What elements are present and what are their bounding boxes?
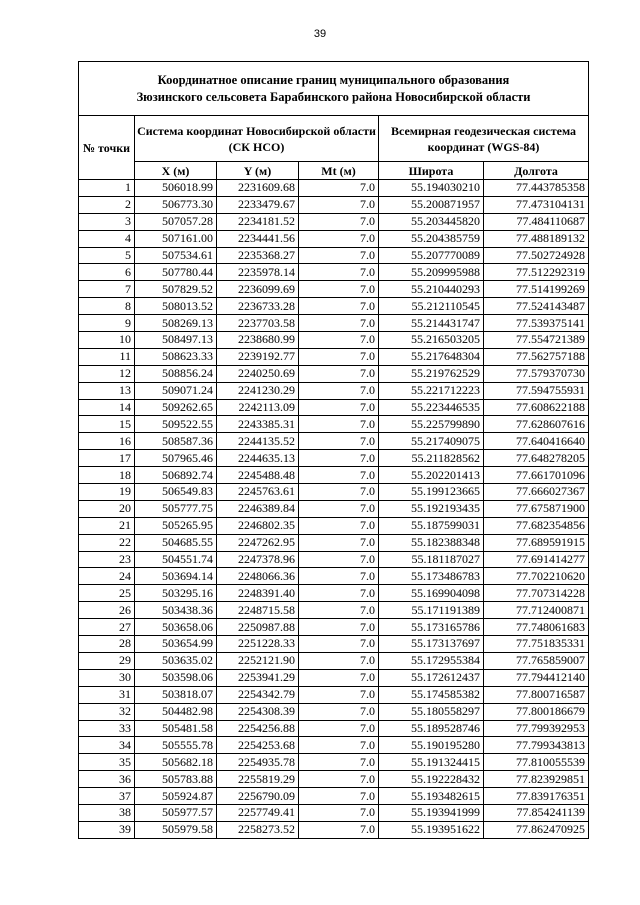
- point-number-cell: 13: [79, 382, 135, 399]
- point-number-cell: 18: [79, 467, 135, 484]
- x-cell: 509262.65: [135, 399, 217, 416]
- point-number-cell: 32: [79, 703, 135, 720]
- point-number-cell: 28: [79, 636, 135, 653]
- longitude-cell: 77.675871900: [484, 500, 589, 517]
- table-row: [79, 804, 589, 821]
- table-row: [79, 213, 589, 230]
- longitude-cell: 77.524143487: [484, 298, 589, 315]
- mt-cell: 7.0: [299, 737, 379, 754]
- latitude-cell: 55.223446535: [379, 399, 484, 416]
- x-cell: 505977.57: [135, 804, 217, 821]
- table-row: [79, 399, 589, 416]
- table-row: [79, 264, 589, 281]
- longitude-cell: 77.862470925: [484, 821, 589, 838]
- table-row: [79, 821, 589, 838]
- x-cell: 508013.52: [135, 298, 217, 315]
- point-number-cell: 37: [79, 788, 135, 805]
- mt-cell: 7.0: [299, 298, 379, 315]
- longitude-cell: 77.666027367: [484, 484, 589, 501]
- y-cell: 2253941.29: [217, 669, 299, 686]
- mt-cell: 7.0: [299, 348, 379, 365]
- table-row: [79, 619, 589, 636]
- mt-cell: 7.0: [299, 213, 379, 230]
- table-title-line1: Координатное описание границ муниципального образования: [157, 72, 510, 87]
- y-cell: 2247262.95: [217, 534, 299, 551]
- point-number-cell: 35: [79, 754, 135, 771]
- latitude-cell: 55.225799890: [379, 416, 484, 433]
- table-row: [79, 720, 589, 737]
- longitude-cell: 77.794412140: [484, 669, 589, 686]
- x-cell: 506549.83: [135, 484, 217, 501]
- latitude-cell: 55.219762529: [379, 365, 484, 382]
- x-cell: 505265.95: [135, 517, 217, 534]
- mt-cell: 7.0: [299, 703, 379, 720]
- y-cell: 2241230.29: [217, 382, 299, 399]
- point-number-cell: 24: [79, 568, 135, 585]
- mt-cell: 7.0: [299, 652, 379, 669]
- point-number-cell: 1: [79, 180, 135, 197]
- x-cell: 505555.78: [135, 737, 217, 754]
- point-number-cell: 23: [79, 551, 135, 568]
- point-number-cell: 31: [79, 686, 135, 703]
- mt-cell: 7.0: [299, 247, 379, 264]
- table-row: [79, 196, 589, 213]
- x-cell: 505924.87: [135, 788, 217, 805]
- table-row: [79, 230, 589, 247]
- x-cell: 503295.16: [135, 585, 217, 602]
- mt-cell: 7.0: [299, 568, 379, 585]
- latitude-cell: 55.172955384: [379, 652, 484, 669]
- latitude-cell: 55.203445820: [379, 213, 484, 230]
- y-cell: 2237703.58: [217, 315, 299, 332]
- longitude-cell: 77.800716587: [484, 686, 589, 703]
- longitude-cell: 77.488189132: [484, 230, 589, 247]
- mt-cell: 7.0: [299, 788, 379, 805]
- longitude-cell: 77.839176351: [484, 788, 589, 805]
- longitude-cell: 77.562757188: [484, 348, 589, 365]
- table-row: [79, 416, 589, 433]
- table-row: [79, 771, 589, 788]
- mt-cell: 7.0: [299, 804, 379, 821]
- table-row: [79, 315, 589, 332]
- mt-cell: 7.0: [299, 264, 379, 281]
- page-number: 39: [313, 28, 327, 40]
- point-number-cell: 17: [79, 450, 135, 467]
- latitude-cell: 55.193482615: [379, 788, 484, 805]
- point-number-cell: 29: [79, 652, 135, 669]
- latitude-cell: 55.193941999: [379, 804, 484, 821]
- latitude-cell: 55.193951622: [379, 821, 484, 838]
- table-title-line2: Зюзинского сельсовета Барабинского района Новосибирской области: [136, 89, 531, 104]
- table-row: [79, 298, 589, 315]
- longitude-cell: 77.751835331: [484, 636, 589, 653]
- latitude-cell: 55.214431747: [379, 315, 484, 332]
- header-wgs-system: Всемирная геодезическая система координат (WGS-84): [379, 116, 589, 162]
- x-cell: 508269.13: [135, 315, 217, 332]
- mt-cell: 7.0: [299, 551, 379, 568]
- table-row: [79, 332, 589, 349]
- mt-cell: 7.0: [299, 180, 379, 197]
- longitude-cell: 77.628607616: [484, 416, 589, 433]
- x-cell: 504685.55: [135, 534, 217, 551]
- y-cell: 2244135.52: [217, 433, 299, 450]
- x-cell: 509522.55: [135, 416, 217, 433]
- point-number-cell: 16: [79, 433, 135, 450]
- longitude-cell: 77.748061683: [484, 619, 589, 636]
- mt-cell: 7.0: [299, 365, 379, 382]
- x-cell: 503635.02: [135, 652, 217, 669]
- longitude-cell: 77.502724928: [484, 247, 589, 264]
- y-cell: 2257749.41: [217, 804, 299, 821]
- y-cell: 2248066.36: [217, 568, 299, 585]
- x-cell: 506773.30: [135, 196, 217, 213]
- header-longitude: Долгота: [484, 162, 589, 180]
- mt-cell: 7.0: [299, 636, 379, 653]
- point-number-cell: 22: [79, 534, 135, 551]
- latitude-cell: 55.187599031: [379, 517, 484, 534]
- table-row: [79, 348, 589, 365]
- mt-cell: 7.0: [299, 686, 379, 703]
- point-number-cell: 19: [79, 484, 135, 501]
- table-row: [79, 737, 589, 754]
- latitude-cell: 55.209995988: [379, 264, 484, 281]
- latitude-cell: 55.210440293: [379, 281, 484, 298]
- table-row: [79, 669, 589, 686]
- mt-cell: 7.0: [299, 382, 379, 399]
- latitude-cell: 55.211828562: [379, 450, 484, 467]
- x-cell: 505777.75: [135, 500, 217, 517]
- y-cell: 2246802.35: [217, 517, 299, 534]
- longitude-cell: 77.712400871: [484, 602, 589, 619]
- point-number-cell: 9: [79, 315, 135, 332]
- point-number-cell: 38: [79, 804, 135, 821]
- latitude-cell: 55.216503205: [379, 332, 484, 349]
- longitude-cell: 77.800186679: [484, 703, 589, 720]
- latitude-cell: 55.202201413: [379, 467, 484, 484]
- x-cell: 506018.99: [135, 180, 217, 197]
- x-cell: 503598.06: [135, 669, 217, 686]
- table-row: [79, 433, 589, 450]
- x-cell: 505481.58: [135, 720, 217, 737]
- mt-cell: 7.0: [299, 771, 379, 788]
- longitude-cell: 77.854241139: [484, 804, 589, 821]
- longitude-cell: 77.512292319: [484, 264, 589, 281]
- latitude-cell: 55.182388348: [379, 534, 484, 551]
- latitude-cell: 55.207770089: [379, 247, 484, 264]
- latitude-cell: 55.191324415: [379, 754, 484, 771]
- mt-cell: 7.0: [299, 821, 379, 838]
- mt-cell: 7.0: [299, 720, 379, 737]
- x-cell: 507965.46: [135, 450, 217, 467]
- mt-cell: 7.0: [299, 315, 379, 332]
- latitude-cell: 55.194030210: [379, 180, 484, 197]
- mt-cell: 7.0: [299, 281, 379, 298]
- table-row: [79, 484, 589, 501]
- point-number-cell: 21: [79, 517, 135, 534]
- y-cell: 2244635.13: [217, 450, 299, 467]
- table-row: [79, 686, 589, 703]
- latitude-cell: 55.192228432: [379, 771, 484, 788]
- mt-cell: 7.0: [299, 196, 379, 213]
- longitude-cell: 77.823929851: [484, 771, 589, 788]
- longitude-cell: 77.682354856: [484, 517, 589, 534]
- y-cell: 2248391.40: [217, 585, 299, 602]
- x-cell: 505783.88: [135, 771, 217, 788]
- point-number-cell: 4: [79, 230, 135, 247]
- mt-cell: 7.0: [299, 585, 379, 602]
- x-cell: 507829.52: [135, 281, 217, 298]
- longitude-cell: 77.594755931: [484, 382, 589, 399]
- mt-cell: 7.0: [299, 619, 379, 636]
- y-cell: 2258273.52: [217, 821, 299, 838]
- point-number-cell: 5: [79, 247, 135, 264]
- header-nso-system: Система координат Новосибирской области (СК НСО): [135, 116, 379, 162]
- y-cell: 2248715.58: [217, 602, 299, 619]
- latitude-cell: 55.204385759: [379, 230, 484, 247]
- longitude-cell: 77.443785358: [484, 180, 589, 197]
- point-number-cell: 14: [79, 399, 135, 416]
- point-number-cell: 20: [79, 500, 135, 517]
- point-number-cell: 36: [79, 771, 135, 788]
- x-cell: 508587.36: [135, 433, 217, 450]
- latitude-cell: 55.190195280: [379, 737, 484, 754]
- table-row: [79, 788, 589, 805]
- y-cell: 2236099.69: [217, 281, 299, 298]
- latitude-cell: 55.200871957: [379, 196, 484, 213]
- latitude-cell: 55.172612437: [379, 669, 484, 686]
- x-cell: 507534.61: [135, 247, 217, 264]
- point-number-cell: 11: [79, 348, 135, 365]
- mt-cell: 7.0: [299, 332, 379, 349]
- x-cell: 503818.07: [135, 686, 217, 703]
- latitude-cell: 55.217648304: [379, 348, 484, 365]
- table-row: [79, 450, 589, 467]
- longitude-cell: 77.661701096: [484, 467, 589, 484]
- table-body: [79, 180, 589, 839]
- point-number-cell: 8: [79, 298, 135, 315]
- y-cell: 2240250.69: [217, 365, 299, 382]
- x-cell: 508623.33: [135, 348, 217, 365]
- y-cell: 2254308.39: [217, 703, 299, 720]
- point-number-cell: 7: [79, 281, 135, 298]
- point-number-cell: 2: [79, 196, 135, 213]
- mt-cell: 7.0: [299, 433, 379, 450]
- point-number-cell: 3: [79, 213, 135, 230]
- table-row: [79, 703, 589, 720]
- mt-cell: 7.0: [299, 484, 379, 501]
- point-number-cell: 34: [79, 737, 135, 754]
- longitude-cell: 77.539375141: [484, 315, 589, 332]
- y-cell: 2256790.09: [217, 788, 299, 805]
- table-row: [79, 551, 589, 568]
- header-latitude: Широта: [379, 162, 484, 180]
- point-number-cell: 15: [79, 416, 135, 433]
- point-number-cell: 12: [79, 365, 135, 382]
- longitude-cell: 77.689591915: [484, 534, 589, 551]
- mt-cell: 7.0: [299, 467, 379, 484]
- x-cell: 509071.24: [135, 382, 217, 399]
- y-cell: 2255819.29: [217, 771, 299, 788]
- longitude-cell: 77.702210620: [484, 568, 589, 585]
- table-row: [79, 534, 589, 551]
- longitude-cell: 77.514199269: [484, 281, 589, 298]
- y-cell: 2245488.48: [217, 467, 299, 484]
- x-cell: 508497.13: [135, 332, 217, 349]
- mt-cell: 7.0: [299, 534, 379, 551]
- latitude-cell: 55.221712223: [379, 382, 484, 399]
- longitude-cell: 77.608622188: [484, 399, 589, 416]
- table-row: [79, 636, 589, 653]
- x-cell: 504551.74: [135, 551, 217, 568]
- point-number-cell: 39: [79, 821, 135, 838]
- latitude-cell: 55.192193435: [379, 500, 484, 517]
- y-cell: 2251228.33: [217, 636, 299, 653]
- y-cell: 2250987.88: [217, 619, 299, 636]
- longitude-cell: 77.810055539: [484, 754, 589, 771]
- latitude-cell: 55.180558297: [379, 703, 484, 720]
- latitude-cell: 55.212110545: [379, 298, 484, 315]
- point-number-cell: 10: [79, 332, 135, 349]
- mt-cell: 7.0: [299, 669, 379, 686]
- mt-cell: 7.0: [299, 517, 379, 534]
- table-row: [79, 585, 589, 602]
- table-title: [79, 62, 589, 116]
- longitude-cell: 77.799343813: [484, 737, 589, 754]
- table-row: [79, 517, 589, 534]
- latitude-cell: 55.181187027: [379, 551, 484, 568]
- longitude-cell: 77.640416640: [484, 433, 589, 450]
- y-cell: 2234441.56: [217, 230, 299, 247]
- longitude-cell: 77.765859007: [484, 652, 589, 669]
- point-number-cell: 30: [79, 669, 135, 686]
- x-cell: 507780.44: [135, 264, 217, 281]
- table-row: [79, 247, 589, 264]
- mt-cell: 7.0: [299, 602, 379, 619]
- y-cell: 2254256.88: [217, 720, 299, 737]
- y-cell: 2236733.28: [217, 298, 299, 315]
- mt-cell: 7.0: [299, 399, 379, 416]
- header-x: X (м): [135, 162, 217, 180]
- latitude-cell: 55.169904098: [379, 585, 484, 602]
- latitude-cell: 55.174585382: [379, 686, 484, 703]
- point-number-cell: 33: [79, 720, 135, 737]
- x-cell: 508856.24: [135, 365, 217, 382]
- y-cell: 2235978.14: [217, 264, 299, 281]
- latitude-cell: 55.217409075: [379, 433, 484, 450]
- table-row: [79, 180, 589, 197]
- coordinates-table: [78, 61, 589, 839]
- header-y: Y (м): [217, 162, 299, 180]
- table-row: [79, 467, 589, 484]
- y-cell: 2243385.31: [217, 416, 299, 433]
- latitude-cell: 55.199123665: [379, 484, 484, 501]
- table-row: [79, 365, 589, 382]
- longitude-cell: 77.707314228: [484, 585, 589, 602]
- longitude-cell: 77.799392953: [484, 720, 589, 737]
- x-cell: 503438.36: [135, 602, 217, 619]
- y-cell: 2234181.52: [217, 213, 299, 230]
- x-cell: 507161.00: [135, 230, 217, 247]
- latitude-cell: 55.173486783: [379, 568, 484, 585]
- table-row: [79, 602, 589, 619]
- y-cell: 2247378.96: [217, 551, 299, 568]
- y-cell: 2242113.09: [217, 399, 299, 416]
- latitude-cell: 55.173137697: [379, 636, 484, 653]
- x-cell: 507057.28: [135, 213, 217, 230]
- point-number-cell: 26: [79, 602, 135, 619]
- x-cell: 505979.58: [135, 821, 217, 838]
- longitude-cell: 77.648278205: [484, 450, 589, 467]
- y-cell: 2254342.79: [217, 686, 299, 703]
- point-number-cell: 25: [79, 585, 135, 602]
- y-cell: 2246389.84: [217, 500, 299, 517]
- point-number-cell: 6: [79, 264, 135, 281]
- point-number-cell: 27: [79, 619, 135, 636]
- table-row: [79, 281, 589, 298]
- y-cell: 2245763.61: [217, 484, 299, 501]
- x-cell: 503654.99: [135, 636, 217, 653]
- mt-cell: 7.0: [299, 500, 379, 517]
- latitude-cell: 55.171191389: [379, 602, 484, 619]
- x-cell: 504482.98: [135, 703, 217, 720]
- y-cell: 2231609.68: [217, 180, 299, 197]
- y-cell: 2233479.67: [217, 196, 299, 213]
- mt-cell: 7.0: [299, 754, 379, 771]
- y-cell: 2235368.27: [217, 247, 299, 264]
- table-row: [79, 382, 589, 399]
- longitude-cell: 77.691414277: [484, 551, 589, 568]
- header-point-number: № точки: [79, 116, 135, 180]
- y-cell: 2254253.68: [217, 737, 299, 754]
- x-cell: 503658.06: [135, 619, 217, 636]
- x-cell: 503694.14: [135, 568, 217, 585]
- mt-cell: 7.0: [299, 230, 379, 247]
- latitude-cell: 55.189528746: [379, 720, 484, 737]
- y-cell: 2252121.90: [217, 652, 299, 669]
- table-row: [79, 568, 589, 585]
- table-row: [79, 754, 589, 771]
- mt-cell: 7.0: [299, 416, 379, 433]
- longitude-cell: 77.473104131: [484, 196, 589, 213]
- header-mt: Mt (м): [299, 162, 379, 180]
- y-cell: 2254935.78: [217, 754, 299, 771]
- x-cell: 506892.74: [135, 467, 217, 484]
- x-cell: 505682.18: [135, 754, 217, 771]
- longitude-cell: 77.579370730: [484, 365, 589, 382]
- table-row: [79, 500, 589, 517]
- y-cell: 2239192.77: [217, 348, 299, 365]
- longitude-cell: 77.554721389: [484, 332, 589, 349]
- coordinates-table-frame: [78, 61, 588, 839]
- table-row: [79, 652, 589, 669]
- longitude-cell: 77.484110687: [484, 213, 589, 230]
- y-cell: 2238680.99: [217, 332, 299, 349]
- latitude-cell: 55.173165786: [379, 619, 484, 636]
- mt-cell: 7.0: [299, 450, 379, 467]
